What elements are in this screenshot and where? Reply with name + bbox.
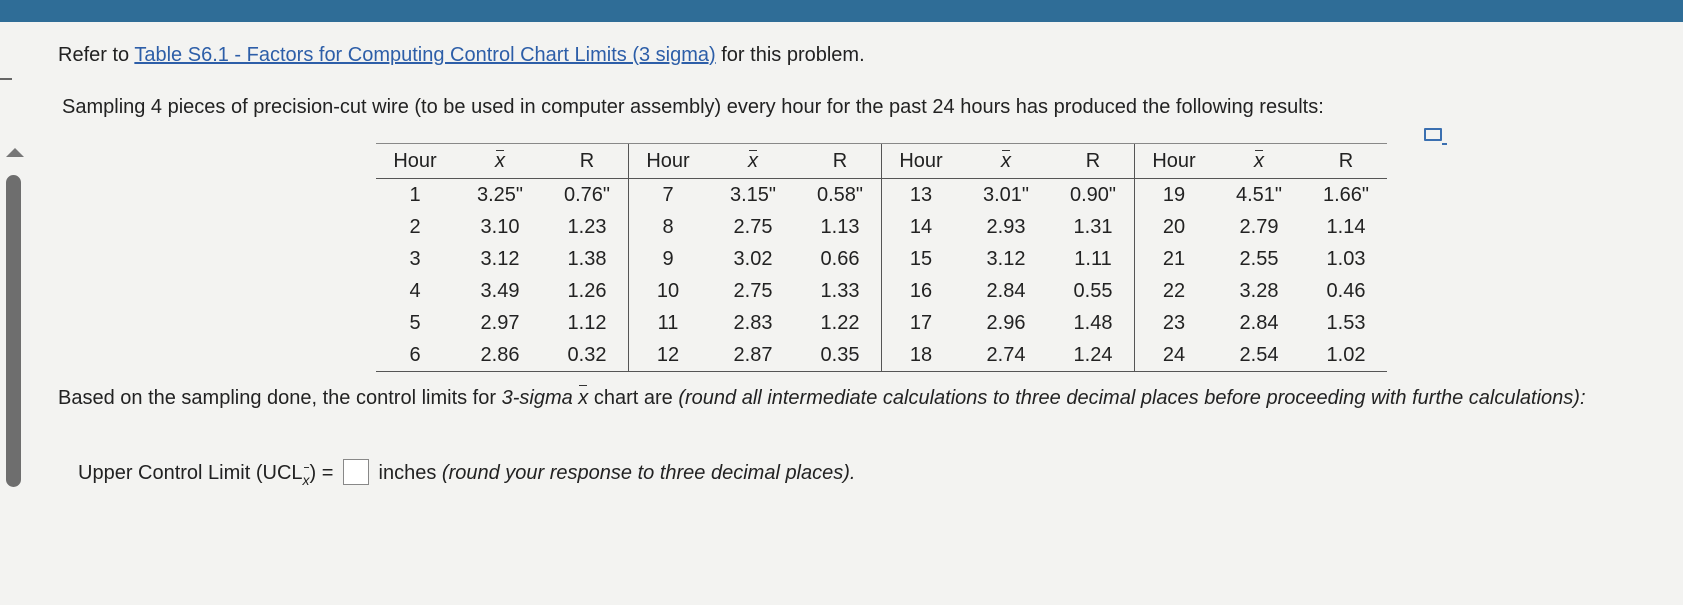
cell-r: 0.35 bbox=[799, 339, 882, 372]
cell-xbar: 2.75 bbox=[733, 279, 773, 302]
cell-hour: 21 bbox=[1135, 243, 1214, 275]
cell-xbar: 4.51" bbox=[1235, 183, 1283, 206]
cell-hour: 17 bbox=[882, 307, 961, 339]
cell-xbar: 3.02 bbox=[733, 247, 773, 270]
ucl-subscript: x bbox=[303, 467, 310, 493]
cell-r: 1.12 bbox=[567, 311, 607, 334]
header-hour: Hour bbox=[1135, 144, 1214, 179]
cell-hour: 6 bbox=[376, 339, 454, 372]
cell-hour: 15 bbox=[882, 243, 961, 275]
cell-r: 0.55 bbox=[1073, 279, 1113, 302]
cell-xbar: 2.54 bbox=[1213, 339, 1305, 372]
header-hour: Hour bbox=[882, 144, 961, 179]
rounding-note: (round your response to three decimal places). bbox=[441, 462, 856, 484]
cell-xbar: 3.28 bbox=[1239, 279, 1279, 302]
header-r: R bbox=[1052, 144, 1135, 179]
cell-hour: 19 bbox=[1135, 179, 1214, 212]
cell-r: 1.24 bbox=[1052, 339, 1135, 372]
cell-r: 1.66" bbox=[1322, 183, 1370, 206]
left-edge-marker bbox=[0, 78, 12, 80]
scroll-up-arrow-icon[interactable] bbox=[6, 148, 24, 157]
cell-r: 0.46 bbox=[1326, 279, 1366, 302]
intro-suffix: for this problem. bbox=[721, 44, 865, 66]
table-row bbox=[376, 307, 1387, 339]
cell-hour: 1 bbox=[409, 183, 421, 206]
cell-xbar: 2.84 bbox=[1239, 311, 1279, 334]
header-xbar: x bbox=[454, 144, 546, 179]
cell-hour: 2 bbox=[409, 215, 421, 238]
table-row bbox=[376, 275, 1387, 307]
cell-r: 0.76" bbox=[563, 183, 611, 206]
scrollbar-thumb[interactable] bbox=[6, 175, 21, 487]
cell-r: 1.11 bbox=[1074, 247, 1112, 270]
cell-hour: 7 bbox=[629, 179, 708, 212]
header-xbar: x bbox=[960, 144, 1052, 179]
cell-hour: 9 bbox=[629, 243, 708, 275]
cell-xbar: 2.74 bbox=[960, 339, 1052, 372]
cell-r: 1.22 bbox=[820, 311, 860, 334]
cell-xbar: 2.97 bbox=[480, 311, 520, 334]
xbar-symbol: x bbox=[578, 387, 589, 409]
header-r: R bbox=[799, 144, 882, 179]
ucl-label: Upper Control Limit (UCL bbox=[78, 462, 303, 484]
cell-r: 1.31 bbox=[1073, 215, 1113, 238]
cell-r: 1.03 bbox=[1326, 247, 1366, 270]
cell-xbar: 2.75 bbox=[733, 215, 773, 238]
cell-xbar: 2.93 bbox=[986, 215, 1026, 238]
unit-label: inches bbox=[378, 462, 437, 484]
cell-r: 0.58" bbox=[816, 183, 864, 206]
cell-hour: 24 bbox=[1135, 339, 1214, 372]
cell-hour: 13 bbox=[882, 179, 961, 212]
table-header-row bbox=[376, 144, 1387, 179]
cell-hour: 11 bbox=[629, 307, 708, 339]
cell-r: 1.13 bbox=[820, 215, 860, 238]
cell-xbar: 2.87 bbox=[707, 339, 799, 372]
cell-r: 1.02 bbox=[1305, 339, 1387, 372]
cell-hour: 20 bbox=[1135, 211, 1214, 243]
intro-line bbox=[58, 42, 865, 68]
cell-r: 1.23 bbox=[567, 215, 607, 238]
cell-xbar: 2.83 bbox=[733, 311, 773, 334]
cell-r: 1.33 bbox=[820, 279, 860, 302]
cell-hour: 18 bbox=[882, 339, 961, 372]
cell-r: 1.53 bbox=[1326, 311, 1366, 334]
cell-xbar: 2.96 bbox=[986, 311, 1026, 334]
data-table bbox=[376, 143, 1387, 372]
cell-xbar: 3.12 bbox=[986, 247, 1026, 270]
cell-r: 1.38 bbox=[567, 247, 607, 270]
header-hour: Hour bbox=[376, 144, 454, 179]
cell-xbar: 3.25" bbox=[476, 183, 524, 206]
table-row bbox=[376, 179, 1387, 212]
cell-xbar: 3.49 bbox=[480, 279, 520, 302]
cell-xbar: 2.86 bbox=[454, 339, 546, 372]
question-text: Based on the sampling done, the control limits for 3-sigma x chart are (round all intermediate calculations to three decimal places before proceeding with furthe calculations): bbox=[58, 387, 1586, 409]
table-row bbox=[376, 339, 1387, 372]
cell-hour: 4 bbox=[409, 279, 421, 302]
cell-xbar: 3.15" bbox=[729, 183, 777, 206]
cell-hour: 23 bbox=[1135, 307, 1214, 339]
cell-hour: 22 bbox=[1135, 275, 1214, 307]
table-row bbox=[376, 243, 1387, 275]
cell-hour: 8 bbox=[629, 211, 708, 243]
cell-xbar: 3.12 bbox=[480, 247, 520, 270]
problem-statement: Sampling 4 pieces of precision-cut wire (to be used in computer assembly) every hour for the past 24 hours has produced the following results: bbox=[62, 96, 1324, 118]
cell-xbar: 2.55 bbox=[1239, 247, 1279, 270]
copy-table-icon[interactable] bbox=[1424, 128, 1442, 141]
ucl-answer-input[interactable] bbox=[343, 459, 369, 485]
intro-prefix: Refer to bbox=[58, 44, 130, 66]
cell-xbar: 2.79 bbox=[1239, 215, 1279, 238]
cell-hour: 10 bbox=[629, 275, 708, 307]
cell-hour: 14 bbox=[882, 211, 961, 243]
cell-r: 0.90" bbox=[1069, 183, 1117, 206]
cell-r: 0.66 bbox=[820, 247, 860, 270]
cell-hour: 5 bbox=[409, 311, 421, 334]
cell-xbar: 3.01" bbox=[982, 183, 1030, 206]
cell-xbar: 2.84 bbox=[986, 279, 1026, 302]
ucl-answer-line: Upper Control Limit $(UCL_x)$ = inches (round your response to three decimal places). bbox=[78, 459, 855, 493]
cell-hour: 3 bbox=[409, 247, 421, 270]
cell-r: 1.14 bbox=[1326, 215, 1366, 238]
header-xbar: x bbox=[1213, 144, 1305, 179]
header-xbar: x bbox=[707, 144, 799, 179]
header-r: R bbox=[1305, 144, 1387, 179]
cell-xbar: 3.10 bbox=[480, 215, 520, 238]
cell-hour: 16 bbox=[882, 275, 961, 307]
header-hour: Hour bbox=[629, 144, 708, 179]
top-bar bbox=[0, 0, 1683, 22]
table-s6-1-link[interactable]: Table S6.1 - Factors for Computing Control Chart Limits (3 sigma) bbox=[134, 44, 716, 66]
cell-hour: 12 bbox=[629, 339, 708, 372]
cell-r: 1.48 bbox=[1073, 311, 1113, 334]
header-r: R bbox=[546, 144, 629, 179]
cell-r: 0.32 bbox=[546, 339, 629, 372]
cell-r: 1.26 bbox=[567, 279, 607, 302]
table-row bbox=[376, 211, 1387, 243]
